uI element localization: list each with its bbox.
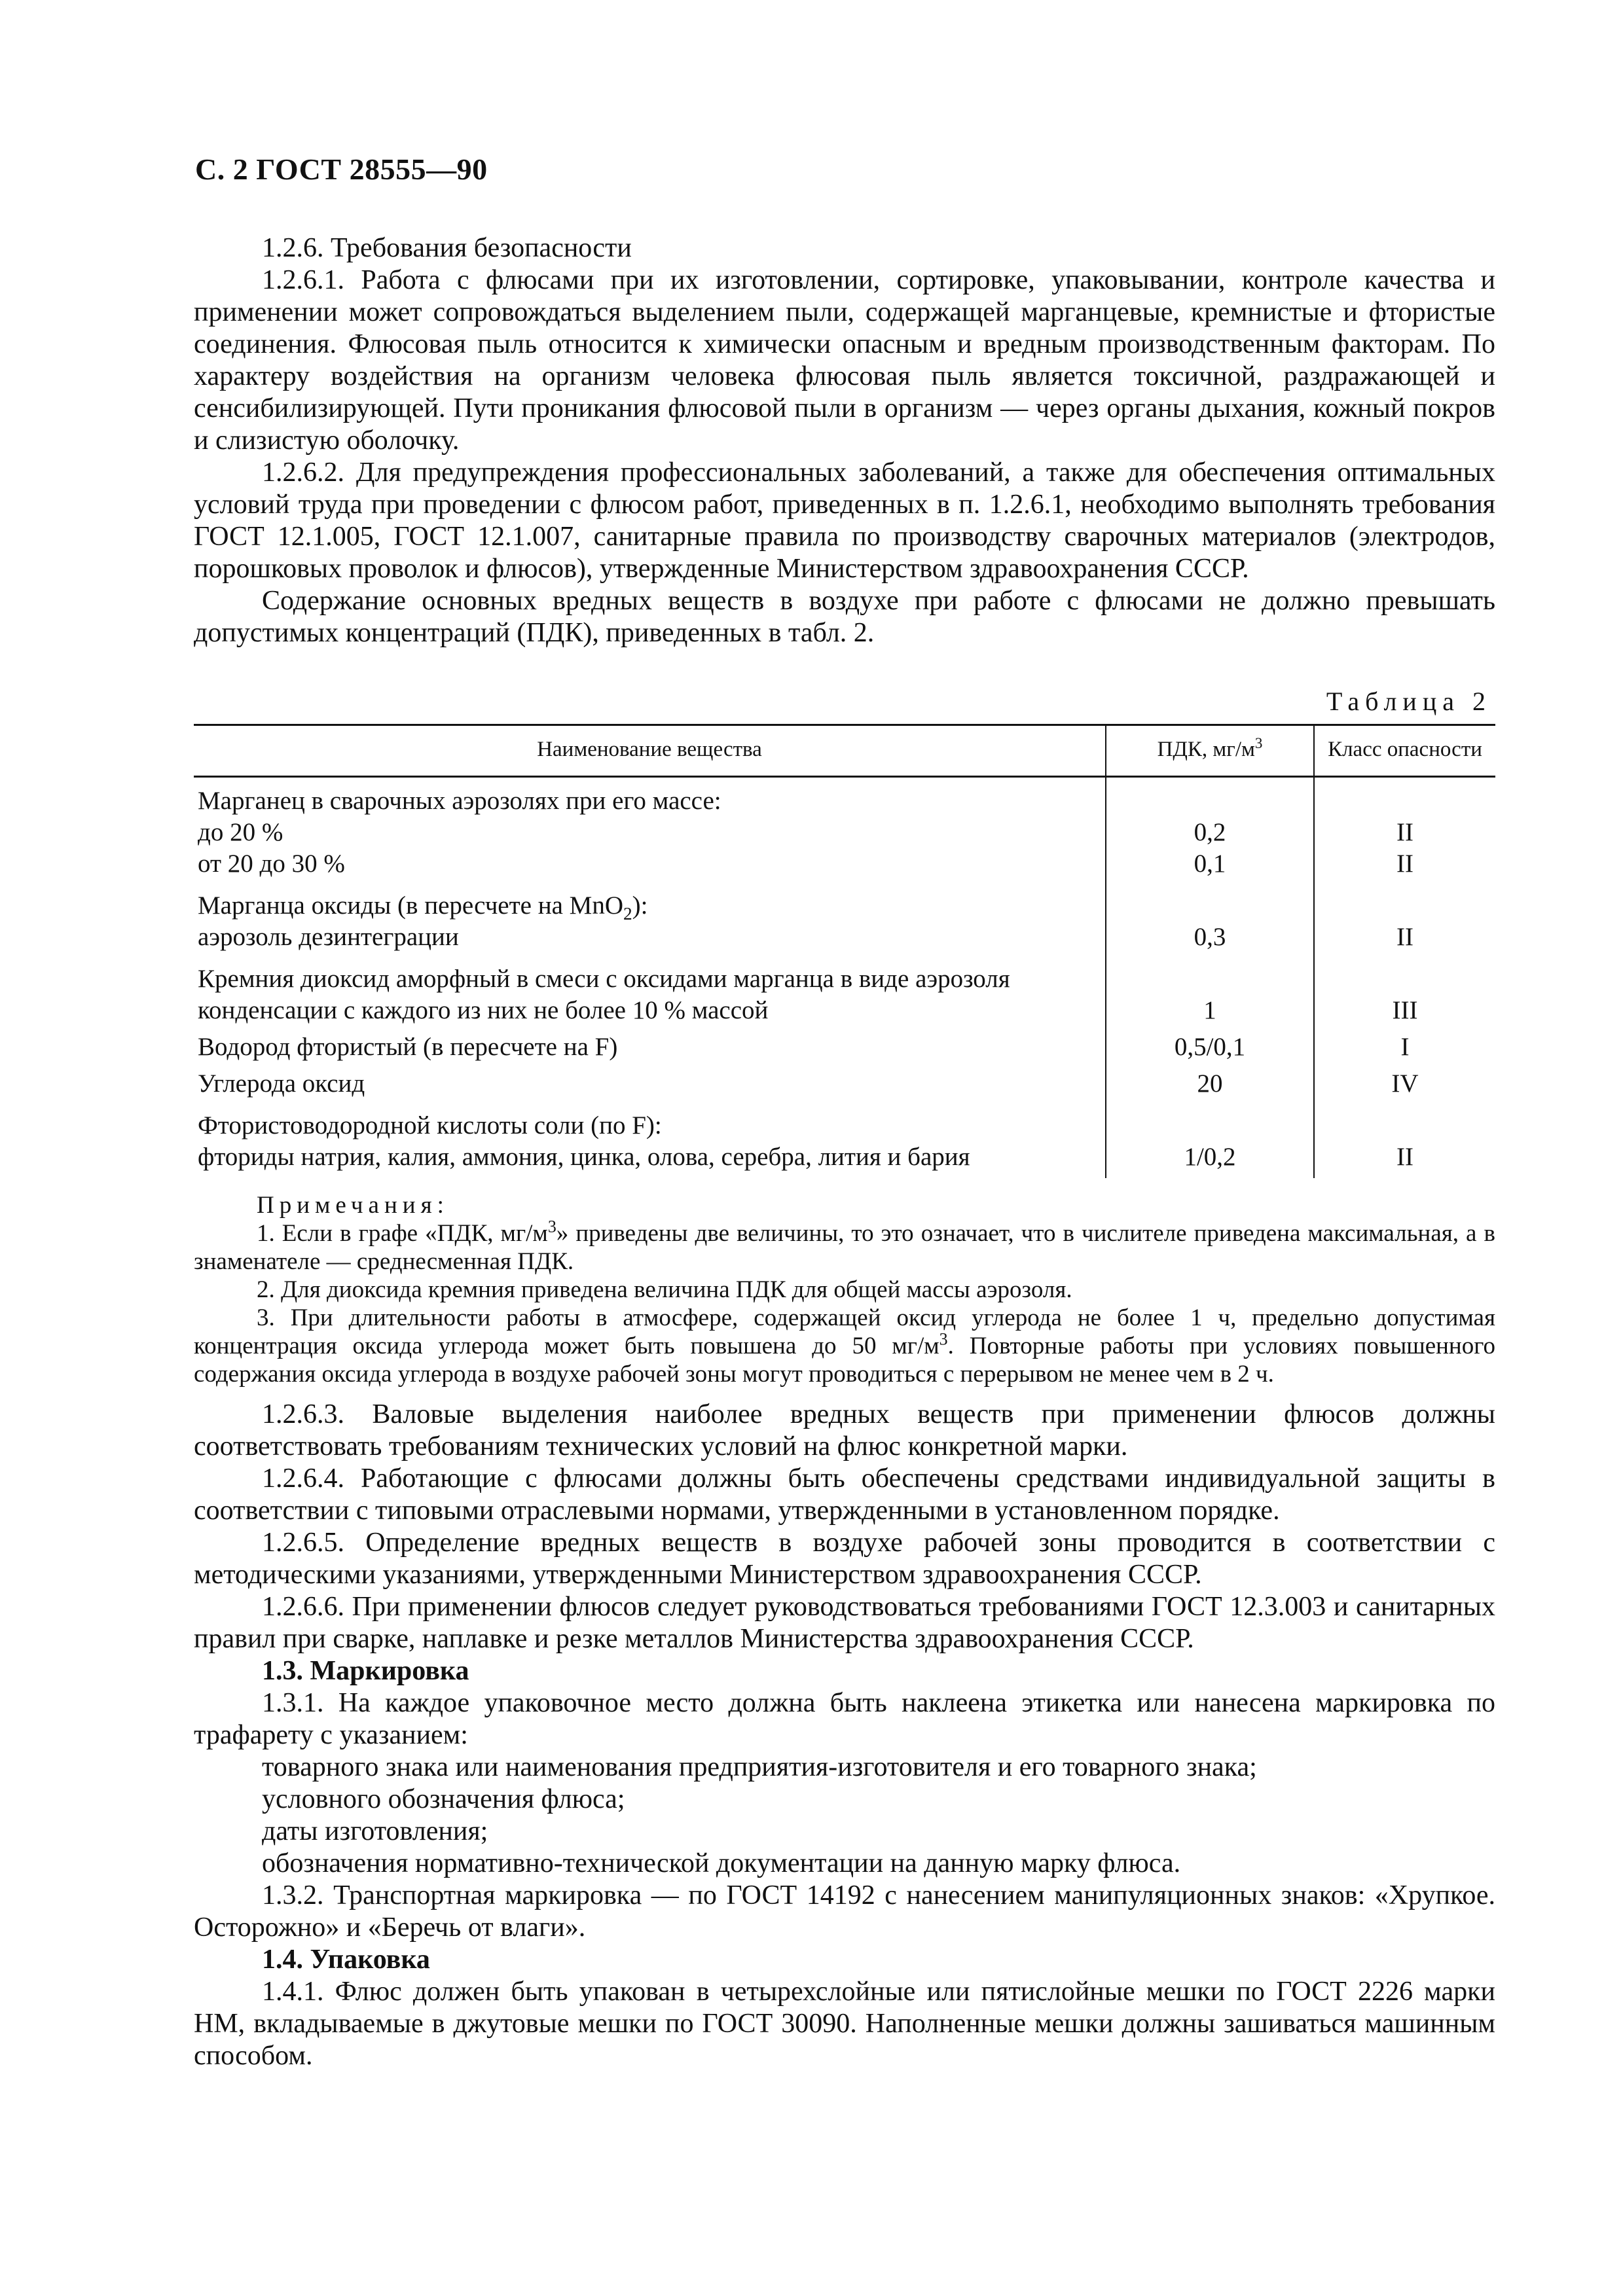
- section-1-2-6-1: 1.2.6.1. Работа с флюсами при их изготовлении, сортировке, упаковывании, контроле качества и применении может сопровождаться выделением пыли, содержащей марганцевые, кремнистые и фтористые соединения. Флюсовая пыль относится к химически опасным и вредным производственным факторам. По характеру воздействия на организм человека флюсовая пыль является токсичной, раздражающей и сенсибилизирующей. Пути проникания флюсовой пыли в организм — через органы дыхания, кожный покров и слизистую оболочку.: [194, 265, 1495, 456]
- section-1-2-6-3: 1.2.6.3. Валовые выделения наиболее вредных веществ при применении флюсов должны соответствовать требованиям технических условий на флюс конкретной марки.: [194, 1399, 1495, 1462]
- note-1-text: 1. Если в графе «ПДК, мг/м: [257, 1220, 548, 1247]
- table-row: [194, 922, 1495, 953]
- table-notes: [194, 1191, 1495, 1388]
- section-1-3-1: 1.3.1. На каждое упаковочное место должна быть наклеена этикетка или нанесена маркировка по трафарету с указанием:: [194, 1688, 1495, 1750]
- document-body: [194, 232, 1495, 2072]
- table-row: [194, 953, 1495, 995]
- section-1-2-6-6: 1.2.6.6. При применении флюсов следует руководствоваться требованиями ГОСТ 12.3.003 и санитарных правил при сварке, наплавке и резке металлов Министерства здравоохранения СССР.: [194, 1592, 1495, 1654]
- cell-name: Водород фтористый (в пересчете на F): [198, 1033, 618, 1061]
- cell-class: [1314, 880, 1495, 922]
- cell-pdk: 0,1: [1106, 848, 1314, 880]
- table-row: [194, 880, 1495, 922]
- note-1: [194, 1219, 1495, 1276]
- table-row: [194, 817, 1495, 848]
- section-1-4-title: 1.4. Упаковка: [262, 1945, 430, 1975]
- section-1-3-1-item-a: товарного знака или наименования предприятия-изготовителя и его товарного знака;: [262, 1752, 1257, 1782]
- cell-name-suffix: ):: [632, 891, 648, 920]
- note-2: 2. Для диоксида кремния приведена величина ПДК для общей массы аэрозоля.: [257, 1276, 1072, 1303]
- cell-name: от 20 до 30 %: [198, 850, 345, 878]
- section-1-2-6-2-continuation: Содержание основных вредных веществ в воздухе при работе с флюсами не должно превышать допустимых концентраций (ПДК), приведенных в табл. 2.: [194, 586, 1495, 648]
- cell-name: Кремния диоксид аморфный в смеси с оксидами марганца в виде аэрозоля: [198, 965, 1010, 993]
- page-header: С. 2 ГОСТ 28555—90: [195, 152, 488, 186]
- section-1-4-1: 1.4.1. Флюс должен быть упакован в четырехслойные или пятислойные мешки по ГОСТ 2226 марки НМ, вкладываемые в джутовые мешки по ГОСТ 30090. Наполненные мешки должны зашиваться машинным способом.: [194, 1977, 1495, 2071]
- section-1-2-6-4: 1.2.6.4. Работающие с флюсами должны быть обеспечены средствами индивидуальной защиты в соответствии с типовыми отраслевыми нормами, утвержденными в установленном порядке.: [194, 1463, 1495, 1526]
- hazard-table: [194, 724, 1495, 1178]
- notes-title: Примечания:: [257, 1192, 449, 1219]
- header-hazard-class: Класс опасности: [1314, 725, 1495, 777]
- cell-pdk: 1/0,2: [1106, 1141, 1314, 1178]
- table-header-row: [194, 725, 1495, 777]
- cell-name: [194, 880, 1106, 922]
- cell-name: Углерода оксид: [198, 1069, 365, 1098]
- cell-class: III: [1392, 996, 1418, 1024]
- cell-pdk: [1106, 953, 1314, 995]
- header-pdk-text: ПДК, мг/м: [1157, 738, 1255, 761]
- header-pdk: [1106, 725, 1314, 777]
- cell-class: IV: [1391, 1069, 1419, 1098]
- section-1-3-1-item-d: обозначения нормативно-технической документации на данную марку флюса.: [262, 1848, 1181, 1878]
- table-row: [194, 1026, 1495, 1063]
- cell-class: II: [1396, 850, 1413, 878]
- section-1-3-2: 1.3.2. Транспортная маркировка — по ГОСТ 14192 с нанесением манипуляционных знаков: «Хрупкое. Осторожно» и «Беречь от влаги».: [194, 1880, 1495, 1943]
- cell-name-sub: 2: [623, 903, 632, 924]
- note-1-sup: 3: [547, 1217, 556, 1236]
- cell-name: Марганец в сварочных аэрозолях при его массе:: [198, 787, 721, 815]
- cell-class: [1314, 1100, 1495, 1141]
- table-row: [194, 1100, 1495, 1141]
- cell-class: [1314, 953, 1495, 995]
- cell-name: фториды натрия, калия, аммония, цинка, олова, серебра, лития и бария: [198, 1143, 970, 1171]
- cell-class: II: [1396, 818, 1413, 846]
- cell-name: до 20 %: [198, 818, 283, 846]
- section-1-2-6-5: 1.2.6.5. Определение вредных веществ в воздухе рабочей зоны проводится в соответствии с методическими указаниями, утвержденными Министерством здравоохранения СССР.: [194, 1528, 1495, 1590]
- cell-pdk: [1106, 1100, 1314, 1141]
- cell-pdk: 0,5/0,1: [1106, 1026, 1314, 1063]
- section-1-3-title: 1.3. Маркировка: [262, 1656, 469, 1686]
- cell-pdk: 0,3: [1106, 922, 1314, 953]
- cell-pdk: 1: [1106, 995, 1314, 1026]
- table-caption: Таблица 2: [1326, 687, 1491, 716]
- cell-pdk: 20: [1106, 1063, 1314, 1100]
- cell-class: I: [1400, 1033, 1410, 1061]
- cell-pdk: 0,2: [1106, 817, 1314, 848]
- table-row: [194, 1141, 1495, 1178]
- section-1-3-1-item-c: даты изготовления;: [262, 1816, 488, 1846]
- table-row: [194, 1063, 1495, 1100]
- table-row: [194, 777, 1495, 817]
- cell-class: [1314, 777, 1495, 817]
- table-row: [194, 848, 1495, 880]
- note-1-suffix: » приведены две величины, то это означает, что в числителе приведена максимальная, а в знаменателе — среднесменная ПДК.: [194, 1220, 1495, 1275]
- cell-pdk: [1106, 880, 1314, 922]
- table-row: [194, 995, 1495, 1026]
- section-1-2-6-2: 1.2.6.2. Для предупреждения профессиональных заболеваний, а также для обеспечения оптимальных условий труда при проведении с флюсом работ, приведенных в п. 1.2.6.1, необходимо выполнять требования ГОСТ 12.1.005, ГОСТ 12.1.007, санитарные правила по производству сварочных материалов (электродов, порошковых проволок и флюсов), утвержденные Министерством здравоохранения СССР.: [194, 457, 1495, 584]
- cell-class: II: [1396, 1143, 1413, 1171]
- section-1-3-1-item-b: условного обозначения флюса;: [262, 1784, 625, 1814]
- cell-name: аэрозоль дезинтеграции: [198, 923, 459, 951]
- cell-pdk: [1106, 777, 1314, 817]
- note-3-text: 3. При длительности работы в атмосфере, содержащей оксид углерода не более 1 ч, предельно допустимая концентрация оксида углерода может быть повышена до 50 мг/м: [194, 1304, 1495, 1359]
- header-pdk-sup: 3: [1254, 734, 1263, 751]
- note-3-suffix: . Повторные работы при условиях повышенного содержания оксида углерода в воздухе рабочей зоны могут проводиться с перерывом не менее чем в 2 ч.: [194, 1333, 1495, 1388]
- cell-name-text: Марганца оксиды (в пересчете на MnO: [198, 891, 623, 920]
- header-substance-name: Наименование вещества: [194, 725, 1106, 777]
- cell-class: II: [1396, 923, 1413, 951]
- cell-name: Фтористоводородной кислоты соли (по F):: [198, 1111, 662, 1139]
- section-1-2-6-title: 1.2.6. Требования безопасности: [262, 233, 632, 263]
- note-3-sup: 3: [939, 1329, 948, 1349]
- note-3: [194, 1304, 1495, 1388]
- cell-name: конденсации с каждого из них не более 10 % массой: [198, 996, 769, 1024]
